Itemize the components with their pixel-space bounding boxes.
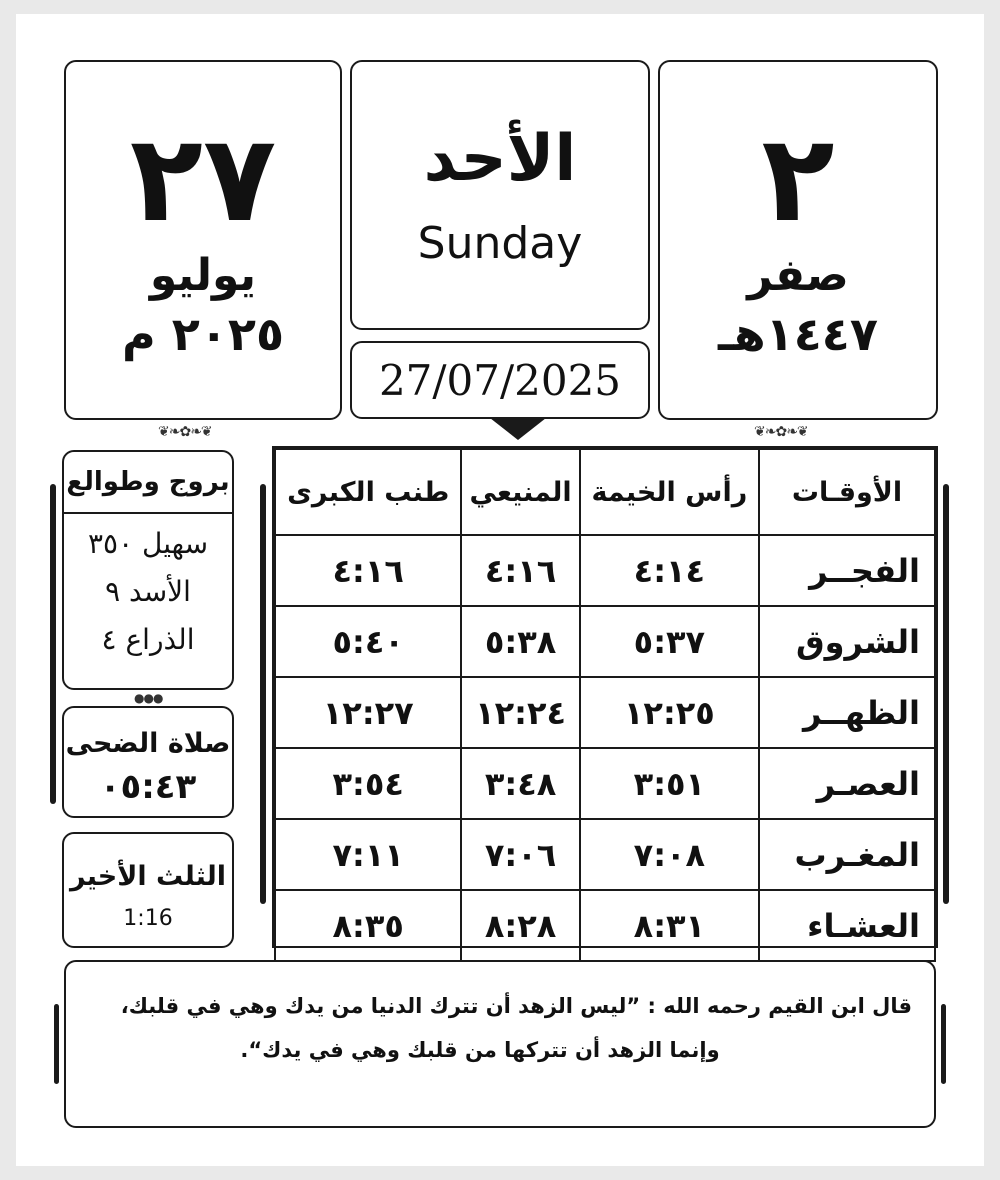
- gregorian-date-card: [64, 60, 342, 420]
- header-times: الأوقـات: [759, 449, 935, 535]
- zodiac-item: الذراع ٤: [101, 623, 195, 656]
- gregorian-day: ٢٧: [129, 109, 277, 249]
- time-cell: ٣:٤٨: [461, 748, 579, 819]
- prayer-label-isha: العشـاء: [759, 890, 935, 961]
- numeric-date-card: [350, 341, 650, 419]
- time-cell: ٤:١٦: [275, 535, 461, 606]
- prayer-label-asr: العصـر: [759, 748, 935, 819]
- quote-line: وإنما الزهد أن تتركها من قلبك وهي في يدك“.: [240, 1038, 720, 1062]
- prayer-label-fajr: الفجــر: [759, 535, 935, 606]
- time-cell: ٨:٣٥: [275, 890, 461, 961]
- time-cell: ٨:٣١: [580, 890, 759, 961]
- table-row: [275, 890, 935, 961]
- quote-line: قال ابن القيم رحمه الله : ”ليس الزهد أن تترك الدنيا من يدك وهي في قلبك،: [120, 994, 912, 1018]
- table-row: [275, 535, 935, 606]
- ornament-left: ❦❧✿❧❦: [158, 424, 212, 440]
- quote-left-bar: [54, 1004, 59, 1084]
- left-border-bar: [50, 484, 56, 804]
- duha-title: صلاة الضحى: [65, 727, 231, 759]
- weekday-arabic: الأحد: [423, 121, 577, 196]
- table-row: [275, 606, 935, 677]
- time-cell: ٤:١٤: [580, 535, 759, 606]
- dots-ornament: ●●●: [134, 691, 163, 705]
- time-cell: ٥:٤٠: [275, 606, 461, 677]
- quote-right-bar: [941, 1004, 946, 1084]
- quote-text: [66, 962, 934, 1072]
- time-cell: ٤:١٦: [461, 535, 579, 606]
- header-al-munai: المنيعي: [461, 449, 579, 535]
- weekday-english: Sunday: [417, 217, 583, 269]
- hijri-date-card: [658, 60, 938, 420]
- zodiac-panel: [62, 450, 234, 690]
- prayer-label-maghrib: المغـرب: [759, 819, 935, 890]
- zodiac-item: الأسد ٩: [105, 575, 191, 608]
- prayer-times-table: [272, 446, 938, 948]
- header-ras-al-khaimah: رأس الخيمة: [580, 449, 759, 535]
- ornament-right: ❦❧✿❧❦: [754, 424, 808, 440]
- time-cell: ١٢:٢٥: [580, 677, 759, 748]
- time-cell: ٧:٠٨: [580, 819, 759, 890]
- table-row: [275, 677, 935, 748]
- table-header-row: [275, 449, 935, 535]
- numeric-date: 27/07/2025: [378, 355, 622, 405]
- table-row: [275, 748, 935, 819]
- zodiac-list: [64, 514, 232, 664]
- prayer-label-sunrise: الشروق: [759, 606, 935, 677]
- pointer-notch: [490, 418, 546, 440]
- time-cell: ١٢:٢٤: [461, 677, 579, 748]
- quote-panel: [64, 960, 936, 1128]
- table-row: [275, 819, 935, 890]
- hijri-month: صفر: [747, 249, 849, 301]
- table-left-border-bar: [260, 484, 266, 904]
- time-cell: ١٢:٢٧: [275, 677, 461, 748]
- gregorian-year: ٢٠٢٥ م: [121, 306, 285, 361]
- zodiac-title: بروج وطوالع: [64, 452, 232, 514]
- time-cell: ٨:٢٨: [461, 890, 579, 961]
- time-cell: ٧:١١: [275, 819, 461, 890]
- time-cell: ٧:٠٦: [461, 819, 579, 890]
- header-greater-tunb: طنب الكبرى: [275, 449, 461, 535]
- weekday-card: [350, 60, 650, 330]
- last-third-title: الثلث الأخير: [69, 861, 227, 892]
- table-right-border-bar: [943, 484, 949, 904]
- hijri-year: ١٤٤٧هـ: [718, 306, 878, 361]
- time-cell: ٣:٥٤: [275, 748, 461, 819]
- last-third-time: 1:16: [123, 906, 173, 931]
- time-cell: ٥:٣٧: [580, 606, 759, 677]
- time-cell: ٣:٥١: [580, 748, 759, 819]
- duha-time: ٠٥:٤٣: [99, 766, 197, 807]
- calendar-sheet: [16, 14, 984, 1166]
- time-cell: ٥:٣٨: [461, 606, 579, 677]
- gregorian-month: يوليو: [149, 249, 257, 301]
- prayer-label-dhuhr: الظهــر: [759, 677, 935, 748]
- hijri-day: ٢: [761, 109, 835, 249]
- last-third-panel: [62, 832, 234, 948]
- duha-panel: [62, 706, 234, 818]
- zodiac-item: سهيل ٣٥٠: [87, 527, 209, 560]
